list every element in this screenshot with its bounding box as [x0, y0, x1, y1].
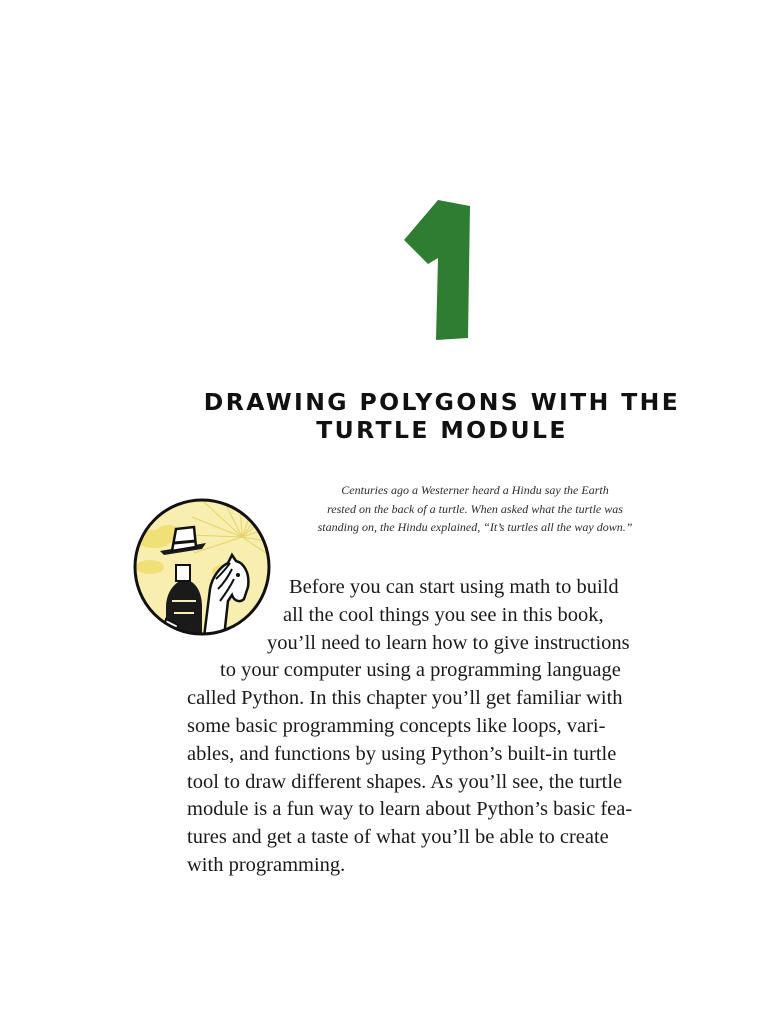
epigraph-line: rested on the back of a turtle. When asked what the turtle was	[327, 501, 623, 516]
body-line: Before you can start using math to build	[289, 576, 619, 598]
body-line: ables, and functions by using Python’s built-in turtle	[187, 742, 617, 765]
body-line: tures and get a taste of what you’ll be able to create	[187, 826, 609, 849]
body-line: you’ll need to learn how to give instructions	[267, 631, 630, 654]
body-line: to your computer using a programming language	[220, 659, 621, 682]
chapter-title: DRAWING POLYGONS WITH THE TURTLE MODULE	[203, 388, 681, 444]
body-line: all the cool things you see in this book,	[283, 603, 604, 626]
body-line: some basic programming concepts like loops, vari-	[187, 714, 606, 737]
chapter-number-glyph	[404, 200, 470, 340]
body-paragraph	[187, 574, 687, 880]
body-line: called Python. In this chapter you’ll get familiar with	[187, 687, 623, 710]
epigraph-line: Centuries ago a Westerner heard a Hindu say the Earth	[341, 483, 609, 497]
epigraph-line: standing on, the Hindu explained, “It’s turtles all the way down.”	[317, 520, 633, 534]
epigraph	[286, 481, 664, 537]
body-line: module is a fun way to learn about Python’s basic fea-	[187, 798, 633, 821]
chapter-number	[398, 196, 478, 344]
body-line: tool to draw different shapes. As you’ll see, the turtle	[187, 770, 623, 793]
body-line: with programming.	[187, 853, 346, 876]
